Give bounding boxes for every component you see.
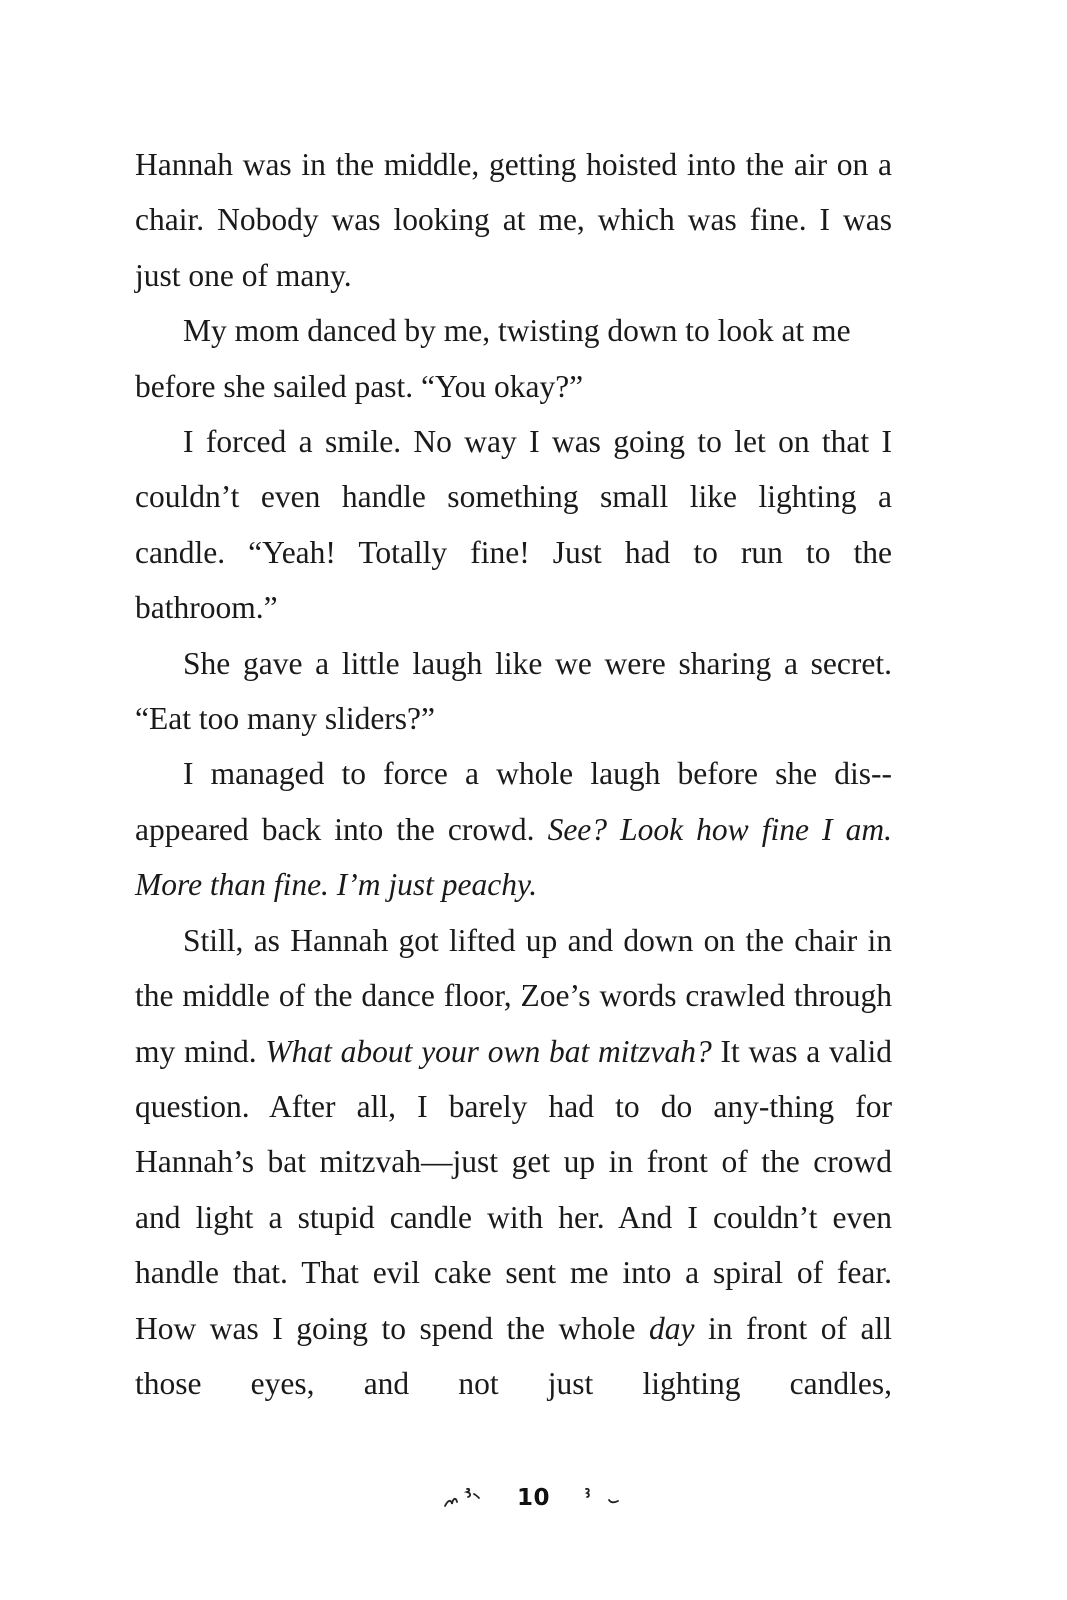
paragraph-6-text-c: in front of all those eyes, and not just lighting candles, [135,1310,892,1401]
squiggle-ornament-icon [580,1485,624,1511]
paragraph-2 [135,303,892,414]
paragraph-6 [135,913,892,1412]
paragraph-6-italic-b: day [649,1310,695,1346]
paragraph-5-text: I managed to force a whole laugh before she dis-appeared back into the crowd. [135,756,892,847]
body-text [135,137,892,1411]
squiggle-ornament-icon [443,1485,487,1511]
paragraph-6-italic-a: What about your own bat mitzvah? [265,1033,712,1069]
paragraph-5 [135,746,892,912]
page-footer [0,1478,1067,1518]
paragraph-3-text: I forced a smile. No way I was going to let on that I couldn’t even handle something small like lighting a candle. “Yeah! Totally fine! Just had to run to the bathroom.” [135,424,892,626]
paragraph-5-italic: See? Look how fine I am. More than fine. I’m just peachy. [135,811,892,903]
paragraph-4-text: She gave a little laugh like we were sharing a secret. “Eat too many sliders?” [135,645,892,737]
paragraph-2-text: My mom danced by me, twisting down to look at me before she sailed past. “You okay?” [135,313,851,404]
paragraph-6-text-a: Still, as Hannah got lifted up and down on the chair in the middle of the dance floor, Zoe’s words crawled through my mind. [135,922,892,1069]
paragraph-4 [135,636,892,747]
paragraph-1 [135,137,892,303]
paragraph-1-text: Hannah was in the middle, getting hoisted into the air on a chair. Nobody was looking at me, which was fine. I was just one of many. [135,147,892,293]
paragraph-6-text-b: It was a valid question. After all, I barely had to do any-thing for Hannah’s bat mitzvah—just get up in front of the crowd and light a stupid candle with her. And I couldn’t even handle that. That evil cake sent me into a spiral of fear. How was I going to spend the whole [135,1033,892,1346]
paragraph-3 [135,414,892,636]
page-number: 10 [516,1485,550,1511]
